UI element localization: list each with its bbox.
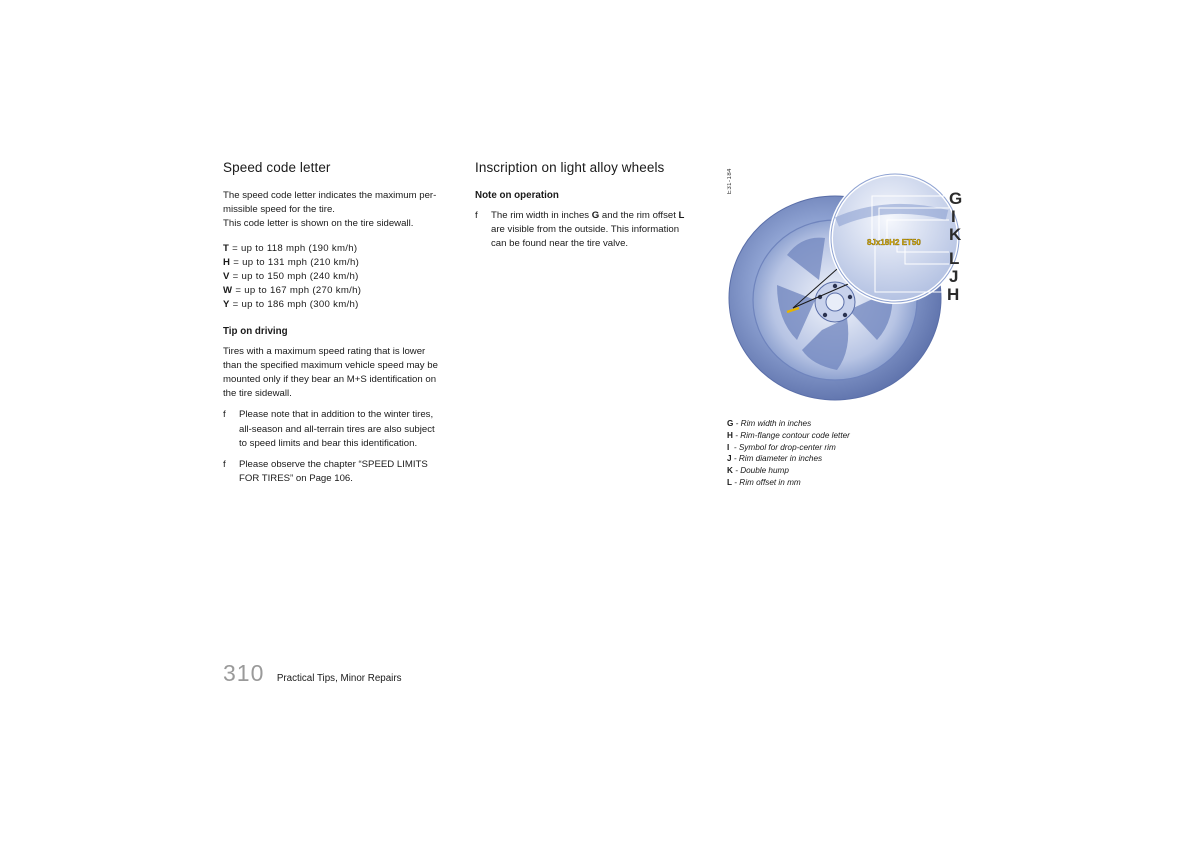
label-letter-g: G xyxy=(949,189,963,208)
text-run: and the rim offset xyxy=(599,210,679,221)
bullet-line: Please note that in addition to the winter tires, xyxy=(239,409,434,421)
legend-text: Double hump xyxy=(740,466,789,476)
letter-g: G xyxy=(591,210,600,221)
tip-line: Tires with a maximum speed rating that is lower xyxy=(223,345,426,357)
legend-text: Rim diameter in inches xyxy=(738,454,823,464)
speed-value: up to 167 mph (270 km/h) xyxy=(244,285,362,297)
intro-line: This code letter is shown on the tire sidewall. xyxy=(223,218,414,230)
legend-key: L xyxy=(727,477,733,487)
label-letter-i: I xyxy=(951,207,956,226)
tip-line: the tire sidewall. xyxy=(223,388,292,400)
legend-text: Rim offset in mm xyxy=(739,477,801,487)
legend-sep: - xyxy=(732,430,741,440)
legend-item xyxy=(727,453,967,465)
note-heading: Note on operation xyxy=(475,190,559,201)
bullet-mark: f xyxy=(475,210,478,221)
speed-code-letter: T xyxy=(223,242,230,254)
label-letter-k: K xyxy=(949,225,962,244)
speed-code-letter: W xyxy=(223,285,233,297)
speed-value: up to 186 mph (300 km/h) xyxy=(241,299,359,311)
speed-value: up to 118 mph (190 km/h) xyxy=(241,242,358,254)
speed-sep: = xyxy=(229,299,242,311)
inscription-section xyxy=(475,160,710,252)
bullet-line: are visible from the outside. This information xyxy=(491,224,680,236)
page-footer xyxy=(223,660,402,687)
legend-key: K xyxy=(727,466,733,476)
speed-code-item xyxy=(223,270,463,284)
legend-text: Rim width in inches xyxy=(740,419,812,428)
legend-sep: - xyxy=(732,477,740,487)
speed-code-section xyxy=(223,160,463,486)
legend-item xyxy=(727,442,967,454)
label-letter-j: J xyxy=(949,267,959,286)
legend-text: Rim-flange contour code letter xyxy=(740,430,850,440)
speed-code-heading: Speed code letter xyxy=(223,160,331,175)
bullet-mark: f xyxy=(223,459,226,471)
bullet-line: Please observe the chapter “SPEED LIMITS xyxy=(239,459,428,471)
speed-code-item xyxy=(223,298,463,312)
bullet-line: to speed limits and bear this identification. xyxy=(239,437,418,449)
speed-code-item xyxy=(223,284,463,298)
label-letter-l: L xyxy=(949,249,960,268)
section-title: Practical Tips, Minor Repairs xyxy=(276,673,402,684)
speed-value: up to 150 mph (240 km/h) xyxy=(241,271,359,283)
hub-center xyxy=(826,293,844,311)
bullet-line: FOR TIRES” on Page 106. xyxy=(239,473,353,485)
lug-nut xyxy=(823,313,827,317)
speed-code-item xyxy=(223,256,463,270)
magnified-inscription: 8Jx18H2 ET50 xyxy=(867,238,921,247)
speed-sep: = xyxy=(229,271,242,283)
speed-sep: = xyxy=(232,285,245,297)
speed-code-list xyxy=(223,242,463,313)
bullet-item xyxy=(223,458,463,486)
tip-line: mounted only if they bear an M+S identification on xyxy=(223,374,437,386)
legend-item xyxy=(727,418,967,430)
intro-line: missible speed for the tire. xyxy=(223,204,335,216)
legend-key: I xyxy=(727,442,730,452)
speed-code-item xyxy=(223,242,463,256)
bullet-line: all-season and all-terrain tires are also subject xyxy=(239,423,435,435)
speed-code-letter: V xyxy=(223,271,230,283)
legend-sep: - xyxy=(733,419,741,428)
text-run: The rim width in inches xyxy=(491,210,592,221)
lug-nut xyxy=(833,284,837,288)
legend-item xyxy=(727,430,967,442)
bullet-item xyxy=(475,209,710,252)
legend-sep: - xyxy=(731,454,739,464)
legend-sep: - xyxy=(729,442,739,452)
letter-l: L xyxy=(678,210,685,221)
tip-heading: Tip on driving xyxy=(223,325,288,337)
lug-nut xyxy=(843,313,847,317)
speed-code-letter: H xyxy=(223,256,231,268)
inscription-heading: Inscription on light alloy wheels xyxy=(475,160,665,175)
bullet-line: can be found near the tire valve. xyxy=(491,238,629,250)
legend-text: Symbol for drop-center rim xyxy=(738,442,836,452)
figure-reference-code: E31-184 xyxy=(727,168,733,195)
alloy-wheel-illustration xyxy=(727,160,967,402)
label-letter-h: H xyxy=(947,285,960,304)
legend-item xyxy=(727,465,967,477)
speed-sep: = xyxy=(230,256,243,268)
legend-item xyxy=(727,477,967,489)
legend-key: H xyxy=(727,430,733,440)
lug-nut xyxy=(848,295,852,299)
intro-line: The speed code letter indicates the maximum per- xyxy=(223,190,437,201)
bullet-mark: f xyxy=(223,409,226,421)
tip-line: than the specified maximum vehicle speed may be xyxy=(223,359,438,371)
legend-sep: - xyxy=(732,466,741,476)
bullet-item xyxy=(223,408,463,451)
legend-key: G xyxy=(727,419,734,428)
legend-key: J xyxy=(727,454,732,464)
speed-sep: = xyxy=(229,242,242,254)
speed-code-letter: Y xyxy=(223,299,230,311)
page-number: 310 xyxy=(223,660,265,686)
figure-legend xyxy=(727,418,967,489)
bullet-line xyxy=(491,209,710,223)
speed-value: up to 131 mph (210 km/h) xyxy=(242,256,360,268)
